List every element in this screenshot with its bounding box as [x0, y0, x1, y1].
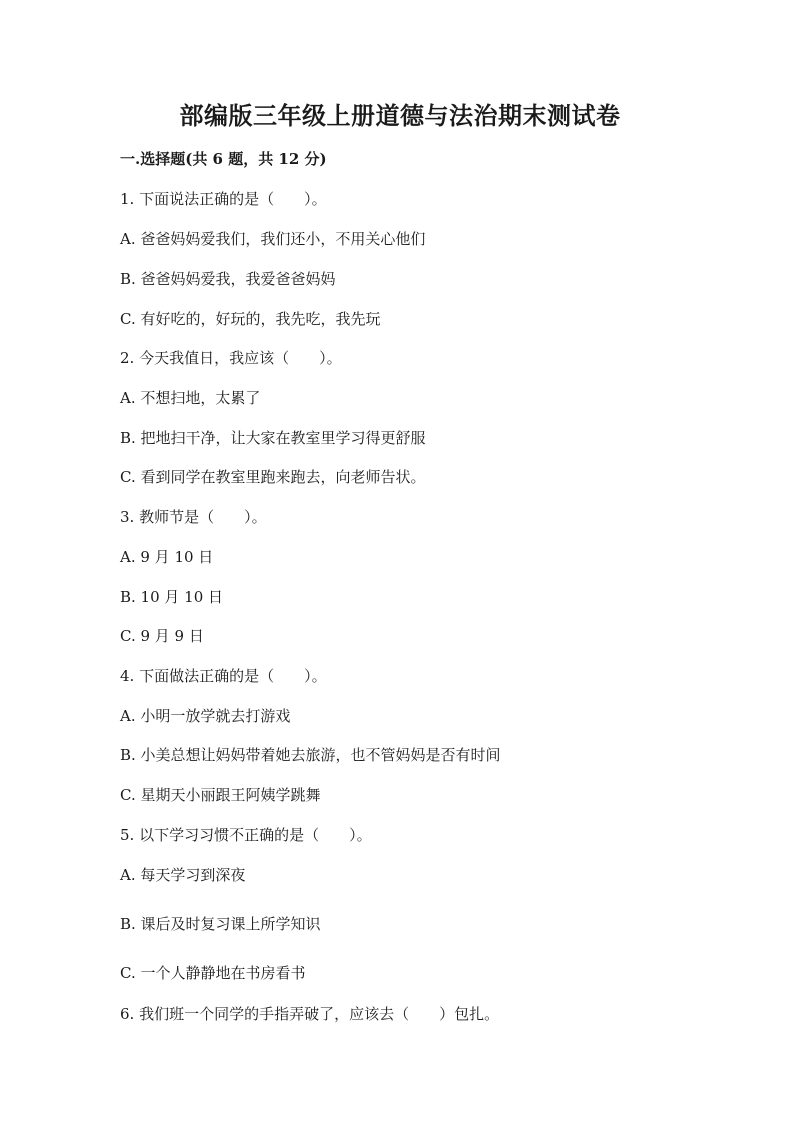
question-4: 4. 下面做法正确的是（ ）。: [120, 667, 327, 685]
option-3c: C. 9 月 9 日: [120, 627, 204, 645]
question-5: 5. 以下学习习惯不正确的是（ ）。: [120, 826, 372, 844]
option-2b: B. 把地扫干净，让大家在教室里学习得更舒服: [120, 429, 426, 447]
question-6: 6. 我们班一个同学的手指弄破了，应该去（ ）包扎。: [120, 1005, 500, 1023]
option-5a: A. 每天学习到深夜: [120, 866, 246, 884]
option-3b: B. 10 月 10 日: [120, 588, 224, 606]
question-2: 2. 今天我值日，我应该（ ）。: [120, 349, 342, 367]
option-4a: A. 小明一放学就去打游戏: [120, 707, 291, 725]
option-1b: B. 爸爸妈妈爱我，我爱爸爸妈妈: [120, 270, 336, 288]
document-title: 部编版三年级上册道德与法治期末测试卷: [179, 101, 621, 130]
option-1a: A. 爸爸妈妈爱我们，我们还小，不用关心他们: [120, 230, 426, 248]
section-heading: 一.选择题(共 6 题，共 12 分): [120, 150, 327, 168]
option-4b: B. 小美总想让妈妈带着她去旅游，也不管妈妈是否有时间: [120, 746, 501, 764]
question-1: 1. 下面说法正确的是（ ）。: [120, 190, 327, 208]
option-5c: C. 一个人静静地在书房看书: [120, 964, 306, 982]
option-4c: C. 星期天小丽跟王阿姨学跳舞: [120, 786, 321, 804]
option-2a: A. 不想扫地，太累了: [120, 389, 261, 407]
option-2c: C. 看到同学在教室里跑来跑去，向老师告状。: [120, 468, 426, 486]
option-1c: C. 有好吃的，好玩的，我先吃，我先玩: [120, 310, 381, 328]
question-3: 3. 教师节是（ ）。: [120, 508, 267, 526]
option-3a: A. 9 月 10 日: [120, 548, 214, 566]
option-5b: B. 课后及时复习课上所学知识: [120, 915, 321, 933]
